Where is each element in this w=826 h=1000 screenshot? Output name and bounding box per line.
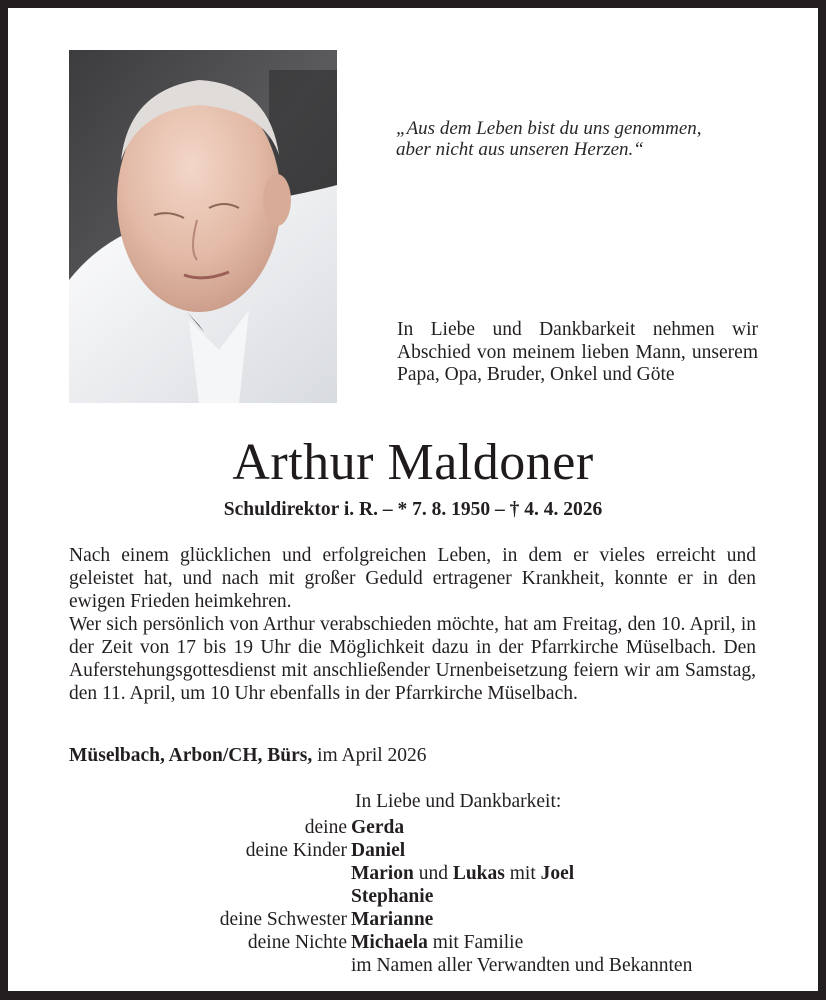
quote-line: aber nicht aus unseren Herzen.“ — [396, 139, 644, 160]
places: Müselbach, Arbon/CH, Bürs, — [69, 745, 313, 766]
portrait-image — [69, 50, 337, 403]
mourner-name: Daniel — [351, 840, 406, 861]
date: im April 2026 — [312, 745, 427, 766]
mourner-row — [8, 885, 818, 908]
mourner-names — [351, 931, 523, 954]
mourner-name: Michaela — [351, 932, 428, 953]
mourner-name: Joel — [540, 863, 575, 884]
relation-label: deine Kinder — [245, 840, 347, 861]
obituary-notice — [8, 8, 818, 991]
mourner-names — [351, 885, 433, 908]
relation-label — [8, 885, 351, 908]
mourners-list — [8, 816, 818, 977]
relation-label: deine — [304, 817, 347, 838]
mourner-row — [8, 862, 818, 885]
mourner-row — [8, 839, 818, 862]
mourner-name: Stephanie — [351, 886, 434, 907]
relation-label: deine Schwester — [219, 909, 347, 930]
relation-label — [8, 862, 351, 885]
mourner-names — [351, 862, 574, 885]
obituary-body — [69, 544, 756, 705]
connector-text: mit Familie — [427, 932, 524, 953]
body-paragraph: Wer sich persönlich von Arthur verabschieden möchte, hat am Freitag, den 10. April, in der Zeit von 17 bis 19 Uhr die Möglichkeit dazu in der Pfarrkirche Müselbach. Den Auferstehungsgottesdienst mit anschließender Urnenbeisetzung feiern wir am Samstag, den 11. April, um 10 Uhr ebenfalls in der Pfarrkirche Müselbach. — [69, 614, 756, 704]
memorial-quote — [396, 118, 776, 160]
mourner-names — [351, 908, 433, 931]
relation-label — [8, 954, 351, 977]
deceased-name: Arthur Maldoner — [232, 434, 594, 491]
mourner-name: Gerda — [351, 817, 405, 838]
portrait-photo — [69, 50, 337, 403]
mourner-name: Marion — [351, 863, 414, 884]
mourner-row — [8, 908, 818, 931]
farewell-intro: In Liebe und Dankbarkeit nehmen wir Abschied von meinem lieben Mann, unserem Papa, Opa, Bruder, Onkel und Göte — [397, 319, 758, 385]
places-and-date — [69, 744, 427, 767]
mourner-name: Marianne — [351, 909, 434, 930]
mourner-names — [351, 954, 692, 977]
mourners-heading: In Liebe und Dankbarkeit: — [355, 791, 562, 812]
relation-label: deine Nichte — [247, 932, 347, 953]
mourner-names — [351, 816, 404, 839]
deceased-title-dates: Schuldirektor i. R. – * 7. 8. 1950 – † 4. 4. 2026 — [223, 499, 603, 520]
mourner-names — [351, 839, 405, 862]
connector-text: und — [413, 863, 453, 884]
mourner-row — [8, 931, 818, 954]
body-paragraph: Nach einem glücklichen und erfolgreichen Leben, in dem er vieles erreicht und geleistet hat, und nach mit großer Geduld ertragener Krankheit, konnte er in den ewigen Frieden heimkehren. — [69, 545, 756, 612]
connector-text: im Namen aller Verwandten und Bekannten — [351, 955, 693, 976]
connector-text: mit — [504, 863, 541, 884]
mourner-row — [8, 954, 818, 977]
mourner-name: Lukas — [452, 863, 505, 884]
quote-line: „Aus dem Leben bist du uns genommen, — [396, 118, 702, 139]
mourner-row — [8, 816, 818, 839]
